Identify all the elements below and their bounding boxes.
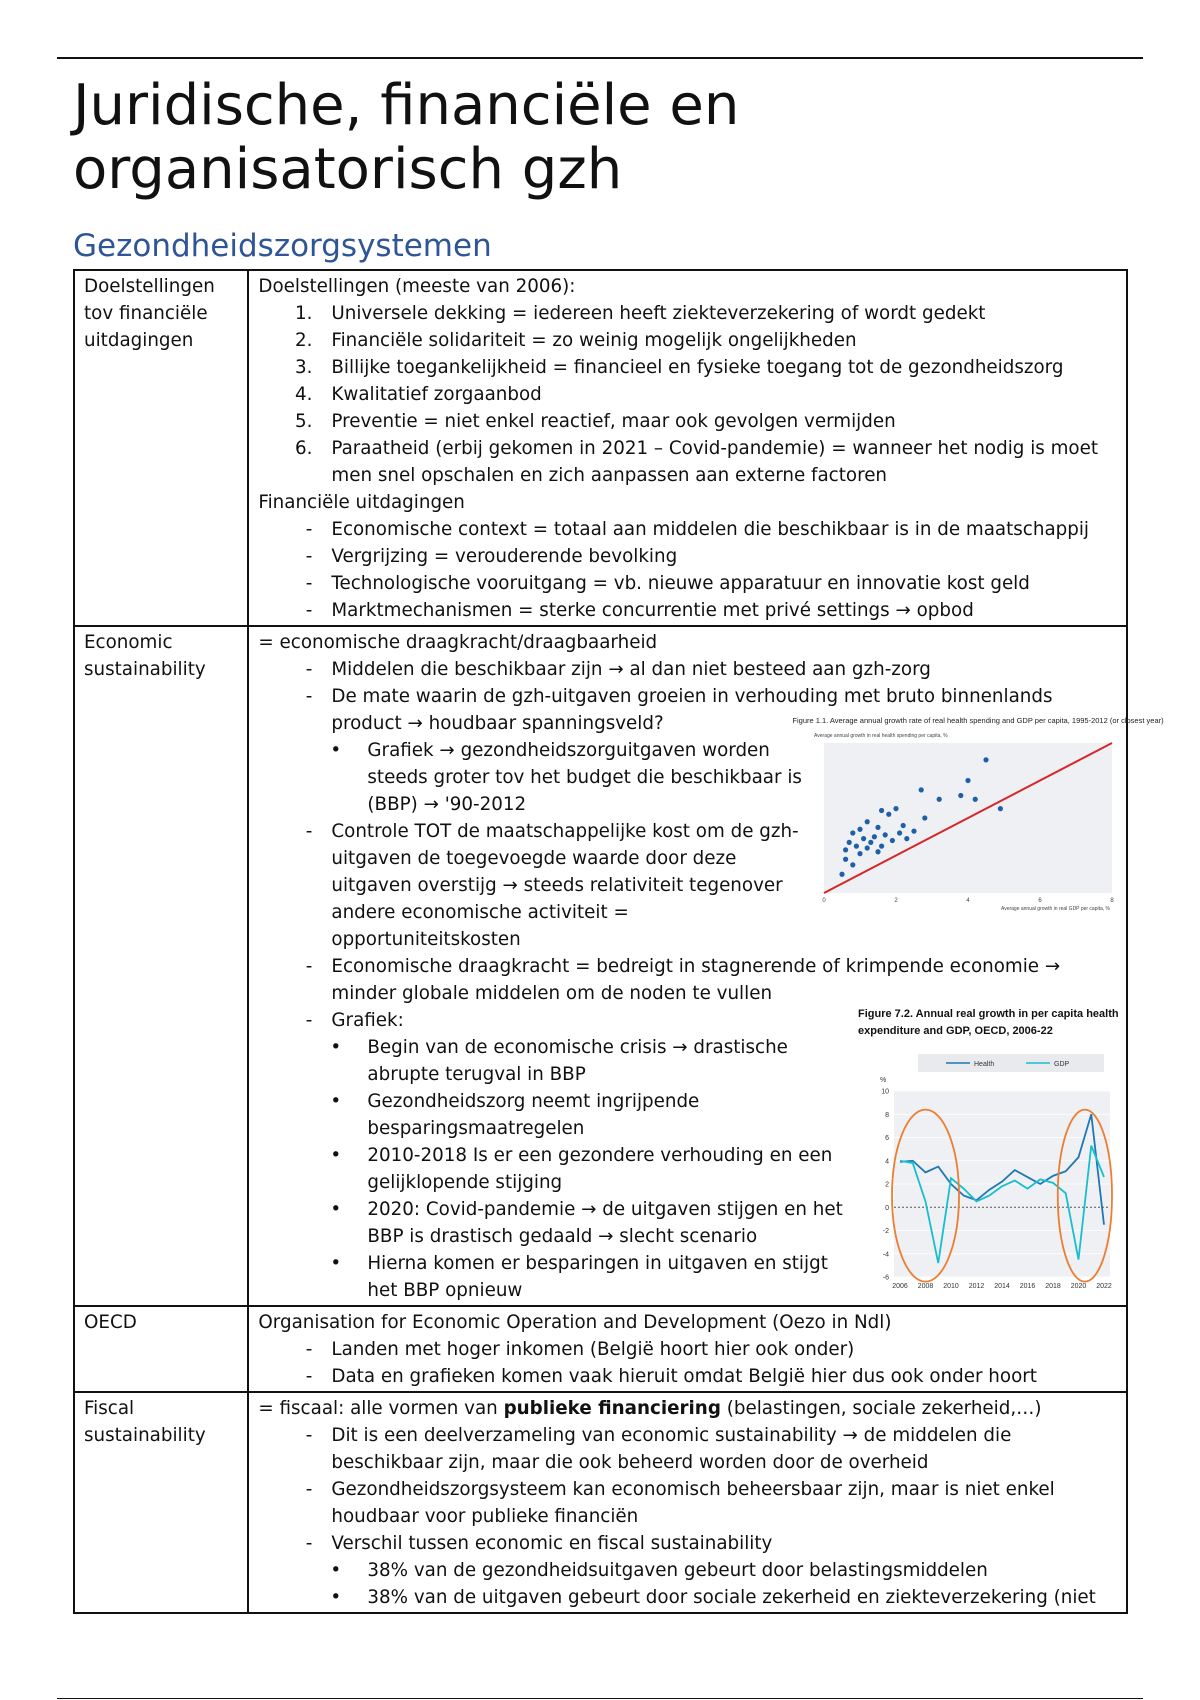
- content-table: [73, 269, 1164, 1614]
- line-y-tick: 4: [885, 1158, 889, 1166]
- list-item: • 2020: Covid-pandemie → de uitgaven stijgen en het BBP is drastisch gedaald → slecht scenario: [330, 1199, 843, 1247]
- line-ylabel: %: [880, 1077, 887, 1084]
- line-title-1: Figure 7.2. Annual real growth in per capita health: [858, 1008, 1119, 1020]
- row-label: Fiscal sustainability: [74, 1392, 248, 1613]
- row-intro: Organisation for Economic Operation and Development (Oezo in Ndl): [258, 1312, 892, 1333]
- list-item: • Begin van de economische crisis → drastische abrupte terugval in BBP: [330, 1037, 788, 1085]
- scatter-x-tick: 2: [894, 898, 898, 904]
- legend-gdp-label: GDP: [1054, 1061, 1070, 1068]
- line-y-tick: -4: [882, 1251, 889, 1259]
- row-content: [248, 1306, 1127, 1392]
- line-x-tick: 2016: [1019, 1283, 1036, 1290]
- line-y-tick: -2: [882, 1228, 889, 1235]
- line-y-tick: 2: [885, 1181, 889, 1189]
- row-content: [248, 1392, 1127, 1613]
- list-item: 6. Paraatheid (erbij gekomen in 2021 – Covid-pandemie) = wanneer het nodig is moet men snel opschalen en zich aanpassen aan externe factoren: [294, 438, 1099, 486]
- line-x-tick: 2008: [917, 1283, 934, 1290]
- scatter-x-tick: 4: [966, 898, 970, 904]
- line-x-tick: 2018: [1045, 1283, 1061, 1290]
- section-heading: Gezondheidszorgsystemen: [73, 228, 492, 264]
- list-item: 4. Kwalitatief zorgaanbod: [294, 384, 542, 405]
- legend-health-label: Health: [974, 1061, 995, 1068]
- table-row: [74, 1392, 1127, 1613]
- list-item: - Verschil tussen economic en fiscal sustainability: [305, 1533, 773, 1554]
- scatter-title: Figure 1.1. Average annual growth rate of real health spending and GDP per capita, 1995-2012 (or closest year): [792, 716, 1164, 725]
- list-item: - Technologische vooruitgang = vb. nieuwe apparatuur en innovatie kost geld: [305, 573, 1030, 594]
- list-item: • 38% van de gezondheidsuitgaven gebeurt door belastingsmiddelen: [330, 1560, 988, 1581]
- table-row: [74, 1306, 1127, 1392]
- list-item: - Grafiek:: [305, 1010, 404, 1031]
- list-item: • 2010-2018 Is er een gezondere verhouding en een gelijklopende stijging: [330, 1145, 833, 1193]
- list-item: - Vergrijzing = verouderende bevolking: [305, 546, 678, 567]
- top-rule: [57, 57, 1143, 59]
- scatter-ylabel: Average annual growth in real health spending per capita, %: [814, 733, 948, 739]
- line-x-tick: 2022: [1096, 1283, 1112, 1290]
- row-content: [248, 626, 1164, 1306]
- line-y-tick: 6: [885, 1135, 889, 1142]
- line-y-tick: 0: [885, 1204, 889, 1212]
- list-item: - Middelen die beschikbaar zijn → al dan niet besteed aan gzh-zorg: [305, 659, 931, 680]
- list-item: 1. Universele dekking = iedereen heeft ziekteverzekering of wordt gedekt: [294, 303, 986, 324]
- row-label: Doelstellingen tov financiële uitdagingen: [74, 270, 248, 626]
- challenges-intro: Financiële uitdagingen: [258, 492, 465, 513]
- line-y-tick: 8: [885, 1111, 889, 1119]
- line-y-tick: 10: [881, 1088, 889, 1096]
- row-label: OECD: [74, 1306, 248, 1392]
- list-item: - Marktmechanismen = sterke concurrentie met privé settings → opbod: [305, 600, 974, 621]
- row-label: Economic sustainability: [74, 626, 248, 1306]
- list-item: - Landen met hoger inkomen (België hoort hier ook onder): [305, 1339, 855, 1360]
- table-row: [74, 270, 1127, 626]
- list-item: • Gezondheidszorg neemt ingrijpende besparingsmaatregelen: [330, 1091, 700, 1139]
- line-x-tick: 2010: [943, 1283, 959, 1290]
- scatter-x-tick: 0: [822, 898, 826, 904]
- scatter-x-tick: 8: [1110, 898, 1114, 904]
- list-item: - Economische draagkracht = bedreigt in stagnerende of krimpende economie → minder globale middelen om de noden te vullen: [305, 956, 1061, 1004]
- list-item: 2. Financiële solidariteit = zo weinig mogelijk ongelijkheden: [294, 330, 857, 351]
- line-x-tick: 2006: [892, 1283, 908, 1290]
- row-intro: = fiscaal: alle vormen van publieke financiering (belastingen, sociale zekerheid,…): [258, 1398, 1042, 1419]
- line-x-tick: 2020: [1070, 1283, 1087, 1290]
- list-item: • Grafiek → gezondheidszorguitgaven worden steeds groter tov het budget die beschikbaar is (BBP) → '90-2012: [330, 740, 802, 815]
- list-item: 5. Preventie = niet enkel reactief, maar ook gevolgen vermijden: [294, 411, 896, 432]
- list-item: • 38% van de uitgaven gebeurt door sociale zekerheid en ziekteverzekering (niet: [330, 1587, 1096, 1608]
- bottom-rule: [57, 1698, 1143, 1699]
- line-x-tick: 2012: [968, 1283, 985, 1290]
- goals-intro: Doelstellingen (meeste van 2006):: [258, 276, 576, 297]
- row-content: [248, 270, 1127, 626]
- list-item: - De mate waarin de gzh-uitgaven groeien in verhouding met bruto binnenlands product → houdbaar spanningsveld?: [305, 686, 1053, 734]
- list-item: - Dit is een deelverzameling van economic sustainability → de middelen die beschikbaar zijn, maar die ook beheerd worden door de overheid: [305, 1425, 1012, 1473]
- scatter-x-tick: 6: [1038, 898, 1042, 904]
- list-item: - Controle TOT de maatschappelijke kost om de gzh-uitgaven de toegevoegde waarde door deze uitgaven overstijg → steeds relativiteit tegenover andere economische activiteit = opportuniteitskosten: [305, 821, 799, 950]
- page-title: Juridische, financiële en organisatorisch gzh: [73, 73, 740, 202]
- list-item: - Data en grafieken komen vaak hieruit omdat België hier dus ook onder hoort: [305, 1366, 1037, 1387]
- list-item: • Hierna komen er besparingen in uitgaven en stijgt het BBP opnieuw: [330, 1253, 828, 1301]
- scatter-xlabel: Average annual growth in real GDP per capita, %: [1000, 906, 1110, 912]
- line-y-tick: -6: [882, 1274, 889, 1282]
- line-x-tick: 2014: [994, 1283, 1010, 1290]
- list-item: 3. Billijke toegankelijkheid = financieel en fysieke toegang tot de gezondheidszorg: [294, 357, 1064, 378]
- line-title-2: expenditure and GDP, OECD, 2006-22: [858, 1025, 1053, 1037]
- table-row: [74, 626, 1127, 1306]
- list-item: - Gezondheidszorgsysteem kan economisch beheersbaar zijn, maar is niet enkel houdbaar voor publieke financiën: [305, 1479, 1055, 1527]
- list-item: - Economische context = totaal aan middelen die beschikbaar is in de maatschappij: [305, 519, 1090, 540]
- row-intro: = economische draagkracht/draagbaarheid: [258, 632, 658, 653]
